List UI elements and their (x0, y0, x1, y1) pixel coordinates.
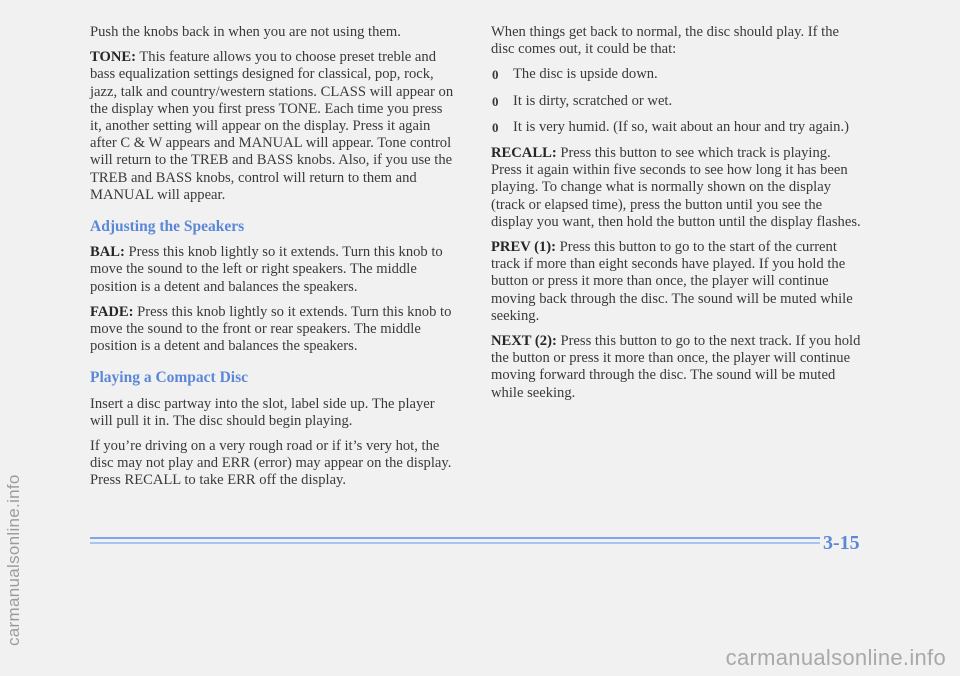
tone-text: This feature allows you to choose preset treble and bass equalization settings designed for classical, pop, rock, jazz, talk and country/western stations. CLASS will appear on the display when you first press TONE. Each time you press it, another setting will appear on the display. Press it again after C & W appears and MANUAL will appear. Tone control will return to the TREB and BASS knobs. Also, if you use the TREB and BASS knobs, control will return to them and MANUAL will appear. (90, 49, 454, 203)
bullet-marker: 0 (492, 93, 499, 109)
bullet-list (491, 66, 861, 136)
prev-text: Press this button to go to the start of the current track if more than eight seconds have played. If you hold the button or press it more than once, the player will continue moving back through the disc. The sound will be muted while seeking. (491, 239, 853, 324)
fade-paragraph (90, 304, 455, 356)
fade-term: FADE: (90, 303, 134, 320)
next-text: Press this button to go to the next track. If you hold the button or press it more than once, the player will continue moving forward through the disc. The sound will be muted while seeking. (491, 333, 861, 401)
bal-text: Press this knob lightly so it extends. Turn this knob to move the sound to the left or right speakers. The middle position is a detent and balances the speakers. (90, 244, 443, 295)
list-item (491, 66, 861, 83)
list-item (491, 119, 861, 136)
footer-rule (90, 537, 820, 545)
list-item-text: The disc is upside down. (513, 66, 658, 83)
recall-text: Press this button to see which track is playing. Press it again within five seconds to see how long it has been playing. To change what is normally shown on the display (track or elapsed time), press the button until you see the display you want, then hold the button until the display flashes. (491, 145, 861, 230)
bullet-marker: 0 (492, 119, 499, 135)
bal-paragraph (90, 244, 455, 296)
next-paragraph (491, 333, 861, 402)
tone-term: TONE: (90, 49, 136, 66)
fade-text: Press this knob lightly so it extends. Turn this knob to move the sound to the front or rear speakers. The middle position is a detent and balances the speakers. (90, 303, 452, 355)
list-item-text: It is very humid. (If so, wait about an hour and try again.) (513, 118, 849, 135)
compact-disc-heading: Playing a Compact Disc (90, 369, 249, 387)
prev-term: PREV (1): (491, 239, 556, 256)
bullet-marker: 0 (492, 67, 499, 83)
recall-term: RECALL: (491, 145, 557, 162)
rough-road-paragraph: If you’re driving on a very rough road or if it’s very hot, the disc may not play and ERR (error) may appear on the display. Press RECALL to take ERR off the display. (90, 438, 452, 489)
bal-term: BAL: (90, 244, 125, 261)
list-item-text: It is dirty, scratched or wet. (513, 92, 673, 109)
right-column (491, 24, 861, 410)
footer-rule-bottom (90, 542, 820, 544)
next-term: NEXT (2): (491, 333, 557, 350)
speakers-heading: Adjusting the Speakers (90, 218, 245, 236)
recall-paragraph (491, 145, 861, 231)
insert-paragraph: Insert a disc partway into the slot, label side up. The player will pull it in. The disc should begin playing. (90, 395, 435, 429)
footer-watermark: carmanualsonline.info (725, 645, 946, 670)
tone-paragraph (90, 49, 455, 204)
list-item (491, 93, 861, 110)
prev-paragraph (491, 239, 861, 325)
left-column (90, 24, 455, 498)
normal-paragraph: When things get back to normal, the disc should play. If the disc comes out, it could be that: (491, 24, 840, 58)
footer-rule-top (90, 537, 820, 539)
side-watermark: carmanualsonline.info (4, 474, 23, 646)
page-number: 3-15 (823, 532, 860, 554)
intro-paragraph: Push the knobs back in when you are not using them. (90, 24, 401, 40)
